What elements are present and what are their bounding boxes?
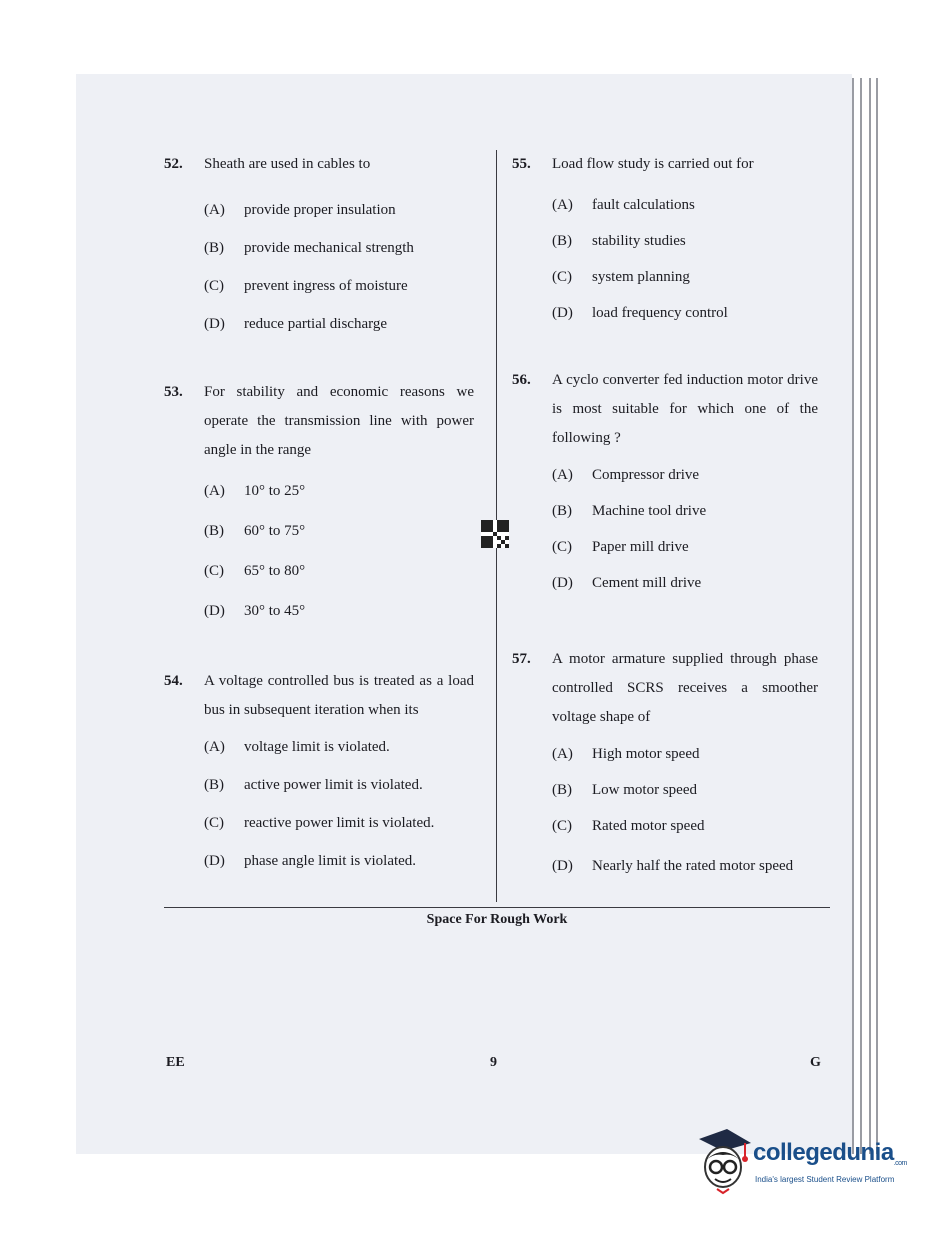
- logo-tagline: India's largest Student Review Platform: [755, 1175, 895, 1184]
- option-d: (D) reduce partial discharge: [204, 316, 387, 332]
- option-a: (A) fault calculations: [552, 197, 695, 213]
- question-text: A voltage controlled bus is treated as a load bus in subsequent iteration when its: [204, 673, 474, 718]
- option-d: (D) phase angle limit is violated.: [204, 853, 417, 869]
- option-d: (D) Nearly half the rated motor speed: [552, 858, 794, 874]
- question-53: [164, 378, 474, 621]
- qr-code-icon: [481, 520, 509, 548]
- option-b: (B) active power limit is violated.: [204, 777, 423, 793]
- option-b: (B) Low motor speed: [552, 782, 697, 798]
- option-b: (B) 60° to 75°: [204, 523, 306, 539]
- question-number: 52.: [164, 156, 183, 172]
- option-b: (B) Machine tool drive: [552, 503, 707, 519]
- option-c: (C) 65° to 80°: [204, 563, 306, 579]
- footer-left: EE: [166, 1055, 185, 1070]
- option-d: (D) 30° to 45°: [204, 603, 306, 619]
- page-edge-line: [860, 78, 862, 1154]
- option-c: (C) prevent ingress of moisture: [204, 278, 408, 294]
- option-a: (A) High motor speed: [552, 746, 700, 762]
- question-number: 56.: [512, 372, 531, 388]
- page-edge-line: [869, 78, 871, 1154]
- question-55: [512, 150, 818, 323]
- option-a: (A) voltage limit is violated.: [204, 739, 390, 755]
- option-b: (B) provide mechanical strength: [204, 240, 414, 256]
- mascot-icon: [693, 1125, 753, 1200]
- logo-wordmark: collegedunia.com: [753, 1139, 907, 1167]
- option-c: (C) Paper mill drive: [552, 539, 689, 555]
- question-57: [512, 645, 818, 881]
- question-52: [164, 150, 474, 334]
- option-a: (A) 10° to 25°: [204, 483, 306, 499]
- page-edge-line: [852, 78, 854, 1154]
- collegedunia-logo: [693, 1125, 923, 1200]
- option-c: (C) system planning: [552, 269, 690, 285]
- question-text: A cyclo converter fed induction motor drive is most suitable for which one of the following ?: [552, 372, 818, 446]
- question-number: 57.: [512, 651, 531, 667]
- question-54: [164, 667, 474, 871]
- option-b: (B) stability studies: [552, 233, 686, 249]
- rough-work-label: Space For Rough Work: [426, 912, 568, 927]
- option-d: (D) Cement mill drive: [552, 575, 702, 591]
- question-text: For stability and economic reasons we operate the transmission line with power angle in the range: [204, 384, 474, 458]
- question-number: 54.: [164, 673, 183, 689]
- page-edge-line: [876, 78, 878, 1154]
- option-d: (D) load frequency control: [552, 305, 728, 321]
- footer-page-number: 9: [490, 1055, 497, 1070]
- option-c: (C) reactive power limit is violated.: [204, 815, 435, 831]
- question-number: 55.: [512, 156, 531, 172]
- question-text: A motor armature supplied through phase controlled SCRS receives a smoother voltage shape of: [552, 651, 818, 725]
- question-text: Sheath are used in cables to: [204, 156, 371, 172]
- question-number: 53.: [164, 384, 183, 400]
- option-a: (A) provide proper insulation: [204, 202, 396, 218]
- option-c: (C) Rated motor speed: [552, 818, 705, 834]
- rough-work-divider: [164, 907, 830, 908]
- question-56: [512, 366, 818, 593]
- question-text: Load flow study is carried out for: [552, 156, 754, 172]
- footer-right: G: [810, 1055, 821, 1070]
- option-a: (A) Compressor drive: [552, 467, 700, 483]
